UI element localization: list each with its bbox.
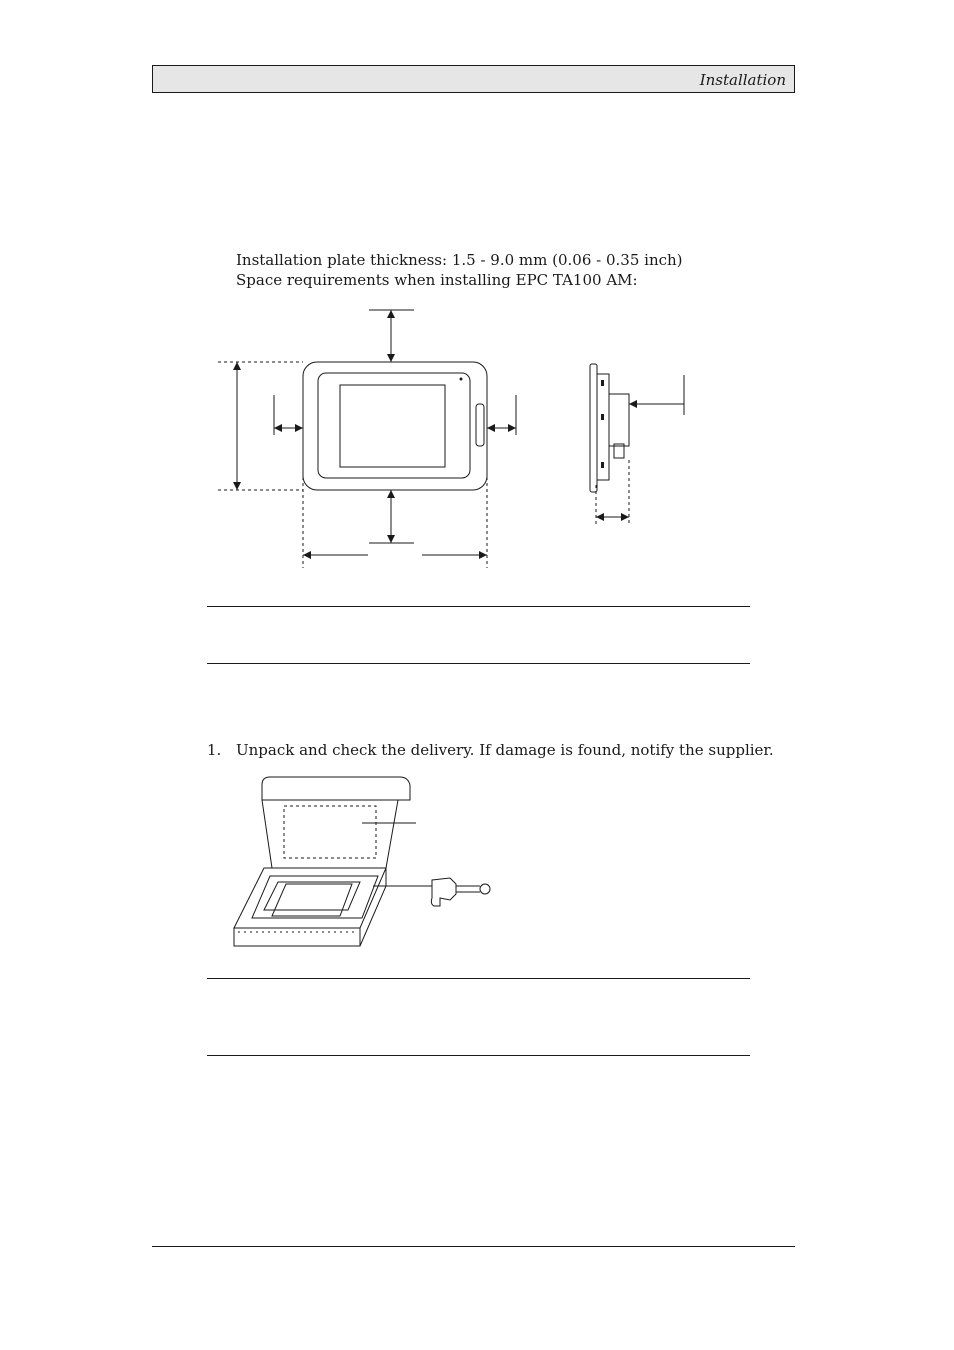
mounting-clip [431,878,456,906]
plate-thickness-text: Installation plate thickness: 1.5 - 9.0 mm (0.06 - 0.35 inch) [236,251,683,269]
header-title: Installation [699,71,786,89]
space-requirements-text: Space requirements when installing EPC TA100 AM: [236,271,638,289]
divider [207,978,750,979]
step-number: 1. [207,741,222,759]
box-body [234,868,386,928]
footer-rule [152,1246,795,1247]
divider [207,1055,750,1056]
step-text: Unpack and check the delivery. If damage is found, notify the supplier. [236,741,774,759]
document-outline [284,806,376,858]
